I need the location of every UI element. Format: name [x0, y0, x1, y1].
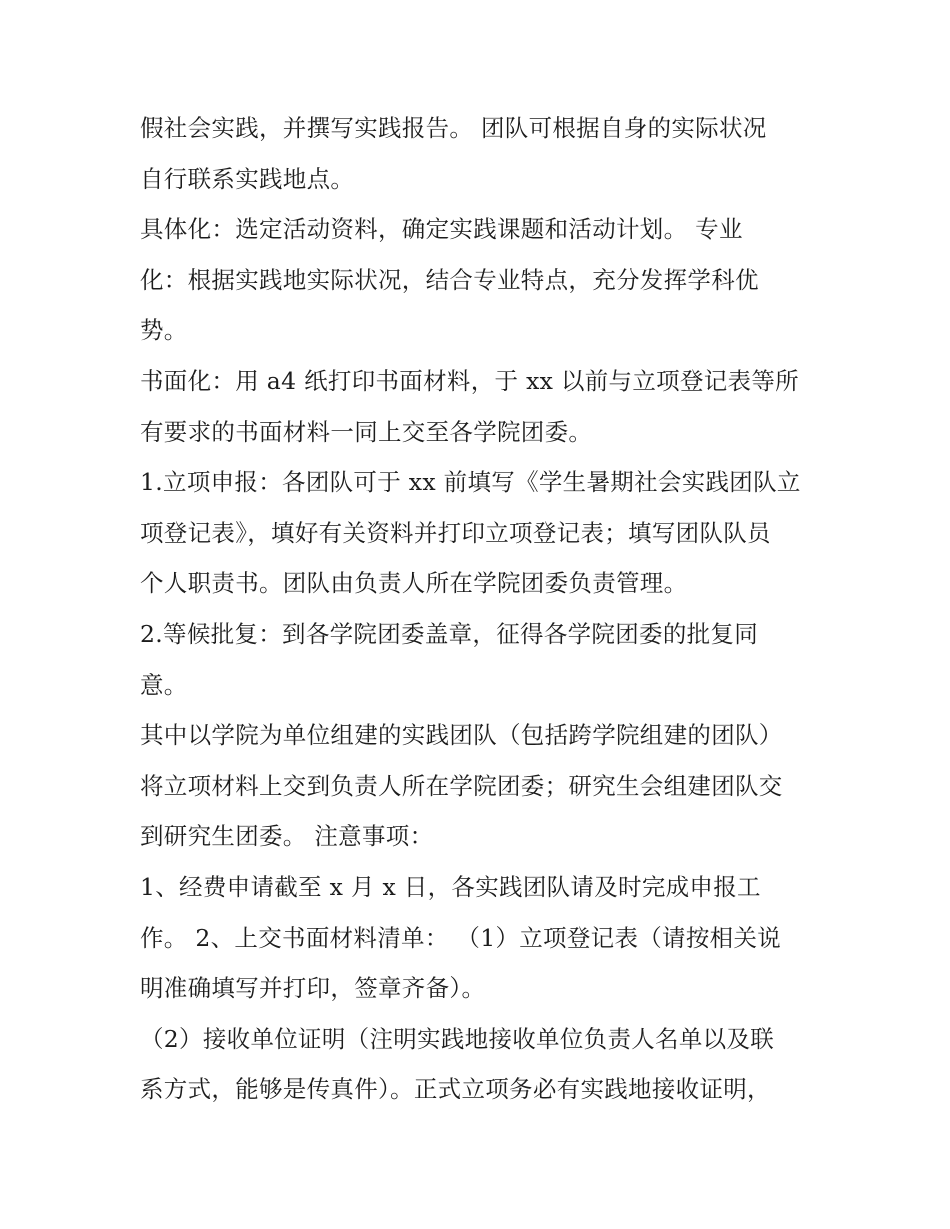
- text-line-14: 将立项材料上交到负责人所在学院团委；研究生会组建团队交: [140, 771, 783, 800]
- text-line-4: 化：根据实践地实际状况，结合专业特点，充分发挥学科优: [140, 265, 759, 294]
- text-line-16: 1、经费申请截至 x 月 x 日，各实践团队请及时完成申报工: [140, 872, 761, 901]
- text-line-13: 其中以学院为单位组建的实践团队（包括跨学院组建的团队）: [140, 721, 783, 750]
- text-line-11: 2.等候批复：到各学院团委盖章，征得各学院团委的批复同: [140, 619, 759, 648]
- text-line-1: 假社会实践，并撰写实践报告。 团队可根据自身的实际状况: [140, 114, 767, 142]
- text-line-7: 有要求的书面材料一同上交至各学院团委。: [140, 417, 593, 446]
- text-line-2: 自行联系实践地点。: [140, 164, 355, 193]
- text-line-18: 明准确填写并打印，签章齐备）。: [140, 974, 486, 1003]
- text-line-3: 具体化：选定活动资料，确定实践课题和活动计划。 专业: [140, 215, 743, 244]
- text-line-17: 作。 2、上交书面材料清单： （1）立项登记表（请按相关说: [140, 923, 782, 952]
- text-line-9: 项登记表》，填好有关资料并打印立项登记表；填写团队队员: [140, 518, 771, 547]
- text-line-5: 势。: [140, 316, 188, 345]
- text-line-19: （2）接收单位证明（注明实践地接收单位负责人名单以及联: [140, 1024, 775, 1053]
- text-line-20: 系方式，能够是传真件）。正式立项务必有实践地接收证明，: [140, 1075, 771, 1104]
- document-body: [140, 103, 820, 1115]
- text-line-8: 1.立项申报：各团队可于 xx 前填写《学生暑期社会实践团队立: [140, 468, 801, 497]
- text-line-10: 个人职责书。团队由负责人所在学院团委负责管理。: [140, 569, 688, 598]
- text-line-12: 意。: [140, 670, 188, 699]
- text-line-15: 到研究生团委。 注意事项：: [140, 822, 434, 851]
- text-line-6: 书面化：用 a4 纸打印书面材料，于 xx 以前与立项登记表等所: [140, 366, 799, 395]
